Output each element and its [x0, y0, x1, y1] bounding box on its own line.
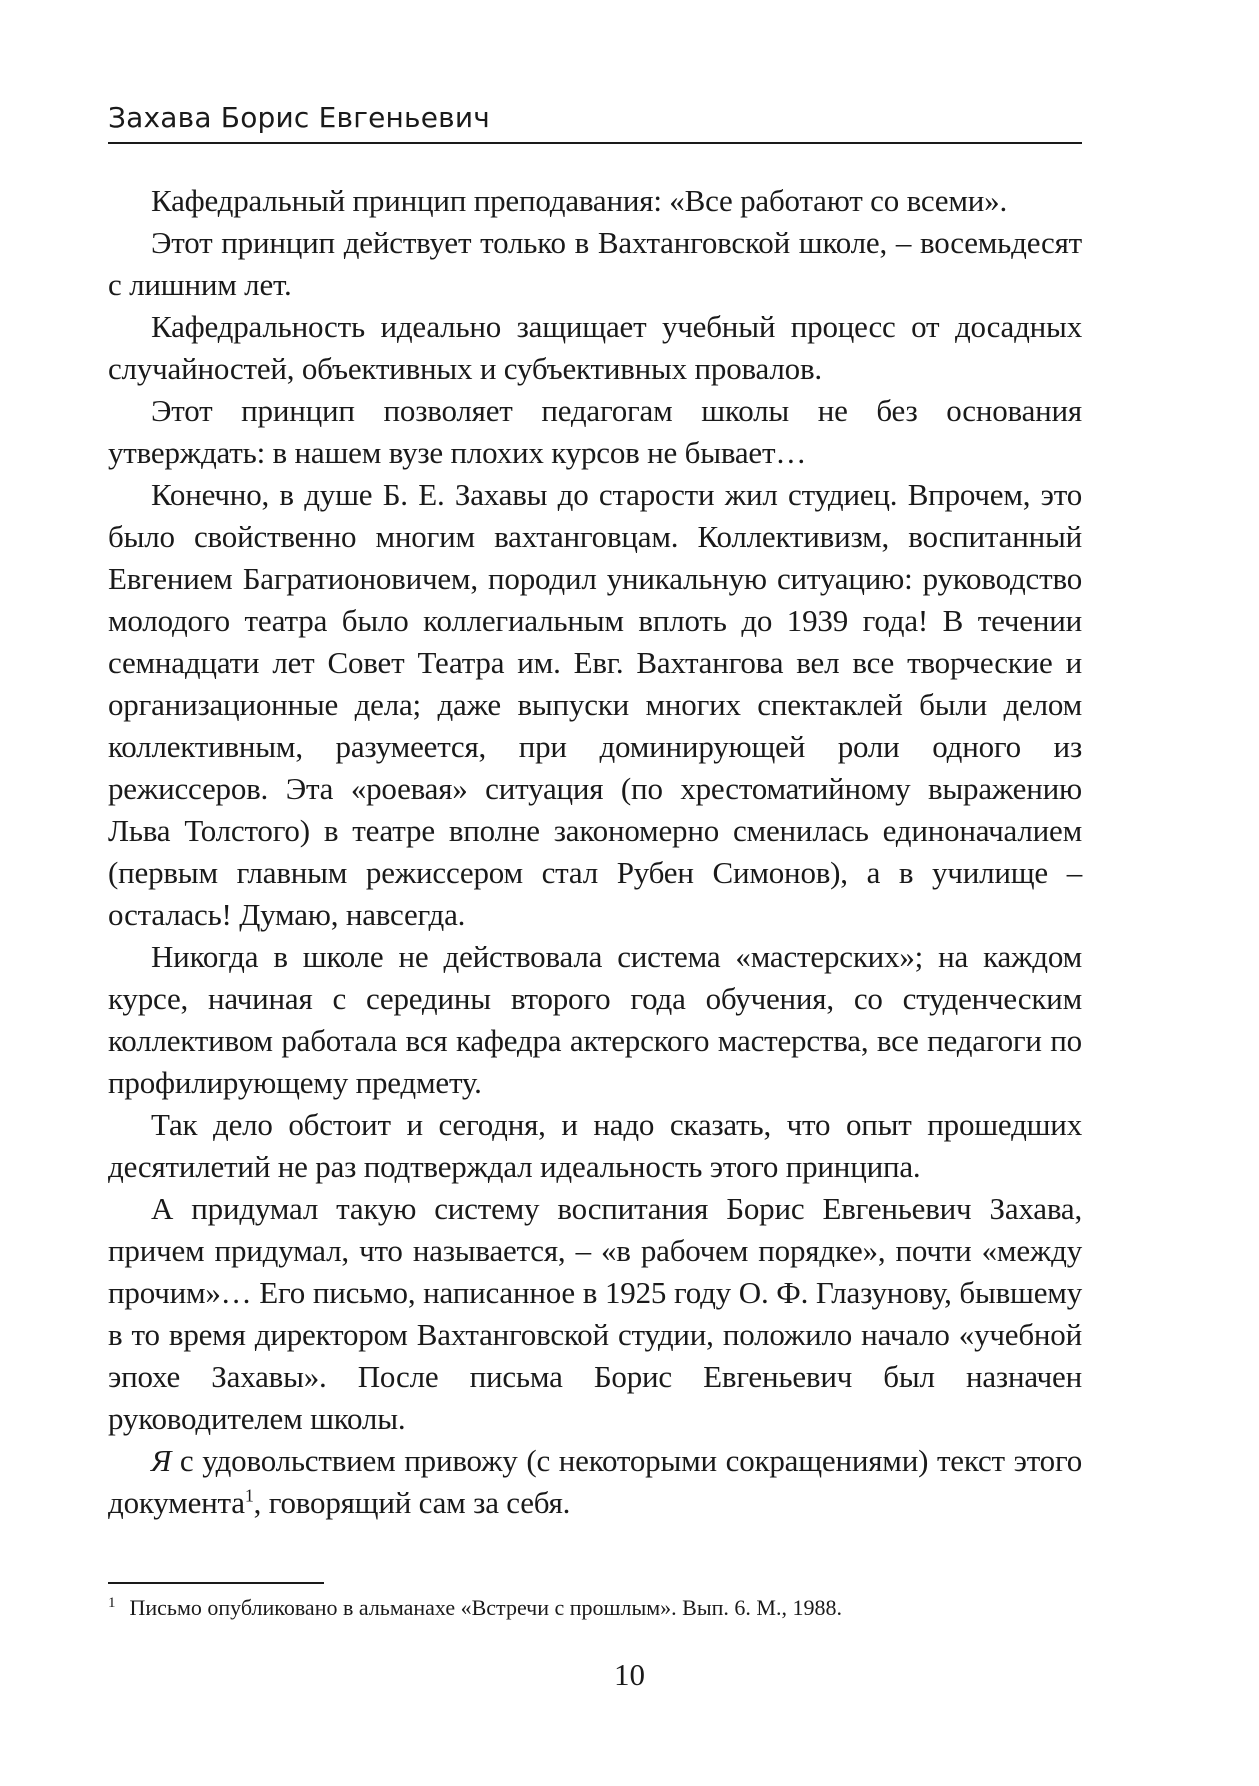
- paragraph-9-tail: , говорящий сам за себя.: [253, 1485, 571, 1520]
- paragraph-9: [108, 1440, 1082, 1524]
- paragraph-5: Конечно, в душе Б. Е. Захавы до старости жил студиец. Впрочем, это было свойственно многим вахтанговцам. Коллективизм, воспитанный Евгением Багратионовичем, породил уникальную ситуацию: руководство молодого театра было коллегиальным вплоть до 1939 года! В течении семнадцати лет Совет Театра им. Евг. Вахтангова вел все творческие и организационные дела; даже выпуски многих спектаклей были делом коллективным, разумеется, при доминирующей роли одного из режиссеров. Эта «роевая» ситуация (по хрестоматийному выражению Льва Толстого) в театре вполне закономерно сменилась единоначалием (первым главным режиссером стал Рубен Симонов), а в училище – осталась! Думаю, навсегда.: [108, 477, 1082, 932]
- page-number: 10: [614, 1657, 645, 1692]
- footnote: [108, 1594, 1082, 1622]
- italic-pronoun: Я: [151, 1443, 172, 1478]
- paragraph-9-text: с удовольствием привожу (с некоторыми сокращениями) текст этого документа: [108, 1443, 1082, 1520]
- header-rule: [108, 142, 1082, 144]
- body-text: [108, 180, 1082, 1524]
- running-header: Захава Борис Евгеньевич: [108, 101, 491, 134]
- paragraph-6: Никогда в школе не действовала система «мастерских»; на каждом курсе, начиная с середины второго года обучения, со студенческим коллективом работала вся кафедра актерского мастерства, все педагоги по профилирующему предмету.: [108, 939, 1082, 1100]
- paragraph-2: Этот принцип действует только в Вахтанговской школе, – восемьдесят с лишним лет.: [108, 225, 1082, 302]
- footnote-number: 1: [108, 1594, 116, 1611]
- paragraph-8: А придумал такую систему воспитания Борис Евгеньевич Захава, причем придумал, что называется, – «в рабочем порядке», почти «между прочим»… Его письмо, написанное в 1925 году О. Ф. Глазунову, бывшему в то время директором Вахтанговской студии, положило начало «учебной эпохе Захавы». После письма Борис Евгеньевич был назначен руководителем школы.: [108, 1191, 1082, 1436]
- paragraph-3: Кафедральность идеально защищает учебный процесс от досадных случайностей, объективных и субъективных провалов.: [108, 309, 1082, 386]
- footnote-rule: [108, 1582, 324, 1584]
- footnote-reference[interactable]: 1: [244, 1485, 254, 1506]
- paragraph-1: Кафедральный принцип преподавания: «Все работают со всеми».: [151, 183, 1007, 218]
- paragraph-4: Этот принцип позволяет педагогам школы не без основания утверждать: в нашем вузе плохих курсов не бывает…: [108, 393, 1082, 470]
- footnote-text: Письмо опубликовано в альманахе «Встречи с прошлым». Вып. 6. М., 1988.: [129, 1595, 842, 1620]
- paragraph-7: Так дело обстоит и сегодня, и надо сказать, что опыт прошедших десятилетий не раз подтверждал идеальность этого принципа.: [108, 1107, 1082, 1184]
